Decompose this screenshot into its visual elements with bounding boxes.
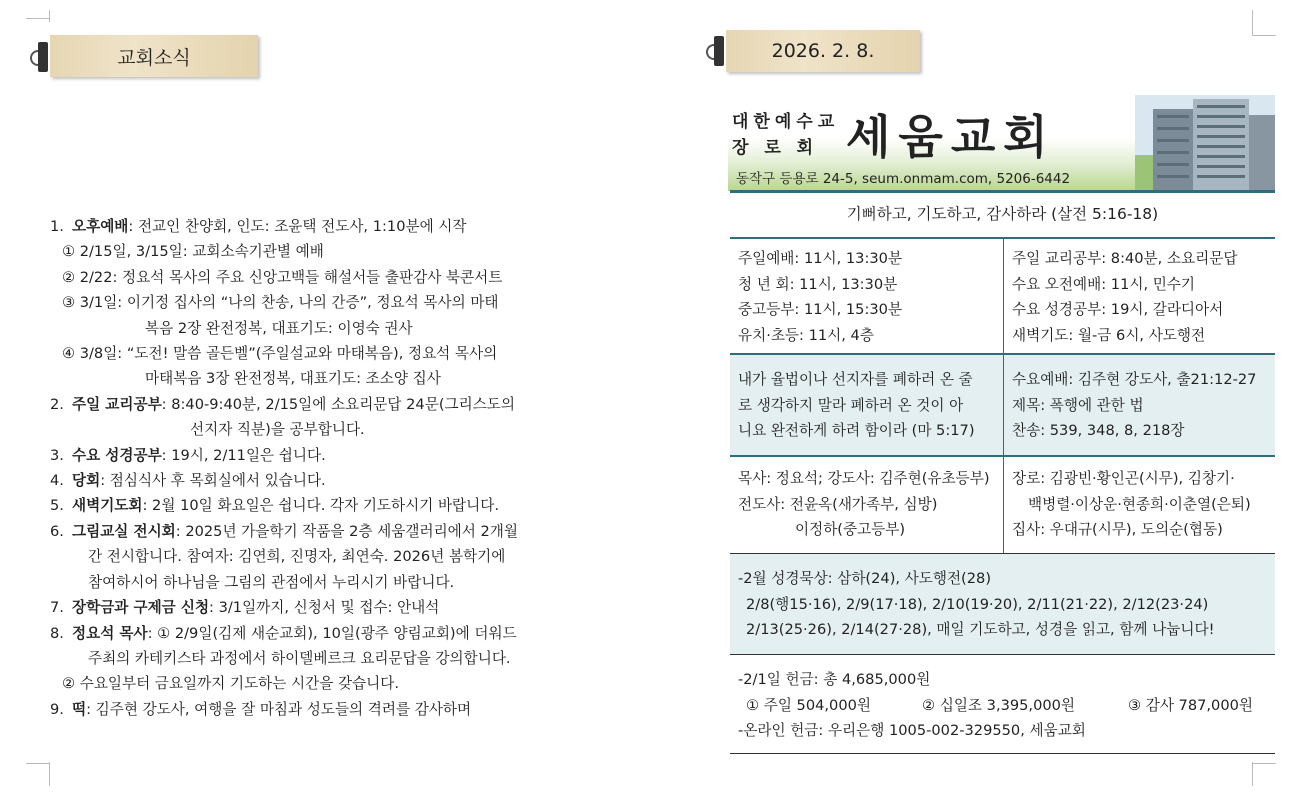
sermon-line: 찬송: 539, 348, 8, 218장 xyxy=(1012,422,1185,439)
verse-line: 로 생각하지 말라 폐하러 온 것이 아 xyxy=(738,396,964,414)
offering-item: ② 십일조 3,395,000원 xyxy=(922,696,1076,714)
sermon-info xyxy=(1012,367,1256,444)
denomination-line: 장 로 회 xyxy=(732,138,819,158)
news-continuation: 마태복음 3장 완전정복, 대표기도: 조소양 집사 xyxy=(145,370,441,388)
news-continuation: 복음 2장 완전정복, 대표기도: 이영숙 권사 xyxy=(145,319,413,337)
item-number: 1. xyxy=(50,218,64,235)
item-text: : 전교인 찬양회, 인도: 조윤택 전도사, 1:10분에 시작 xyxy=(128,218,467,235)
item-text: : 2월 10일 화요일은 쉽니다. 각자 기도하시기 바랍니다. xyxy=(142,497,499,515)
schedule-item: 청 년 회: 11시, 13:30분 xyxy=(738,275,898,293)
section-tag xyxy=(50,35,258,77)
item-number: 3. xyxy=(50,446,64,464)
section-tag-title: 교회소식 xyxy=(117,46,191,69)
news-item xyxy=(50,214,580,239)
item-heading: 오후예배 xyxy=(72,218,129,235)
item-text: : 3/1일까지, 신청서 및 접수: 안내석 xyxy=(209,599,440,617)
staff-right xyxy=(1012,466,1251,543)
reading-plan-box xyxy=(730,554,1275,654)
staff-line: 목사: 정요석; 강도사: 김주현(유초등부) xyxy=(738,470,990,487)
schedule-right xyxy=(1012,246,1237,348)
divider xyxy=(1003,457,1004,554)
offering-items xyxy=(738,693,1268,719)
item-number: 7. xyxy=(50,599,64,617)
news-item xyxy=(50,493,580,518)
crop-mark xyxy=(1252,762,1253,786)
schedule-item: 수요 오전예배: 11시, 민수기 xyxy=(1012,275,1196,293)
staff-line: 집사: 우대규(시무), 도의순(협동) xyxy=(1012,521,1223,538)
news-continuation: 선지자 직분)을 공부합니다. xyxy=(190,421,365,439)
news-item xyxy=(50,468,580,493)
church-news-list xyxy=(50,214,580,722)
offering-item: ③ 감사 787,000원 xyxy=(1128,696,1254,714)
schedule-item: 주일 교리공부: 8:40분, 소요리문답 xyxy=(1012,250,1238,267)
staff-line: 백병렬·이상운·현종희·이춘열(은퇴) xyxy=(1028,495,1251,513)
item-number: 4. xyxy=(50,472,64,490)
divider xyxy=(730,190,1275,193)
crop-mark xyxy=(49,762,50,786)
denomination-line: 대한예수교 xyxy=(732,112,840,132)
schedule-item: 중고등부: 11시, 15:30분 xyxy=(738,301,903,318)
news-subitem: ④ 3/8일: “도전! 말씀 골든벨”(주일설교와 마태복음), 정요석 목사의 xyxy=(62,345,498,363)
schedule-item: 수요 성경공부: 19시, 갈라디아서 xyxy=(1012,301,1224,318)
item-heading: 당회 xyxy=(72,472,101,490)
item-text: : 8:40-9:40분, 2/15일에 소요리문답 24문(그리스도의 xyxy=(161,395,515,413)
divider xyxy=(1003,239,1004,353)
item-text: : 김주현 강도사, 여행을 잘 마침과 성도들의 격려를 감사하며 xyxy=(86,700,472,718)
verse-line: 내가 율법이나 선지자를 폐하러 온 줄 xyxy=(738,371,973,388)
news-subitem: ① 2/15일, 3/15일: 교회소속기관별 예배 xyxy=(62,243,324,261)
denomination xyxy=(732,109,839,161)
staff-line: 전도사: 전윤옥(새가족부, 심방) xyxy=(738,495,938,513)
item-heading: 떡 xyxy=(72,700,87,718)
offering-title: -2/1일 헌금: 총 4,685,000원 xyxy=(738,671,931,688)
item-text: : 19시, 2/11일은 쉽니다. xyxy=(161,446,326,464)
reading-line: 2/13(25·26), 2/14(27·28), 매일 기도하고, 성경을 읽고, 함께 나눕니다! xyxy=(746,621,1215,638)
church-building-image xyxy=(1135,95,1275,191)
church-name: 세움교회 xyxy=(846,110,1056,164)
reading-line: 2/8(행15·16), 2/9(17·18), 2/10(19·20), 2/11(21·22), 2/12(23·24) xyxy=(746,595,1209,613)
crop-mark xyxy=(1252,35,1276,36)
schedule-item: 새벽기도: 월-금 6시, 사도행전 xyxy=(1012,326,1206,344)
offering-info xyxy=(738,667,1268,744)
news-continuation: 참여하시어 하나님을 그림의 관점에서 누리시기 바랍니다. xyxy=(88,573,455,591)
item-heading: 정요석 목사 xyxy=(72,624,148,642)
staff-left xyxy=(738,466,990,543)
divider xyxy=(730,753,1275,754)
item-text: : 2025년 가을학기 작품을 2층 세움갤러리에서 2개월 xyxy=(175,522,518,540)
schedule-item: 주일예배: 11시, 13:30분 xyxy=(738,250,903,267)
schedule-item: 유치·초등: 11시, 4층 xyxy=(738,326,874,344)
bible-verse xyxy=(738,367,975,444)
news-item xyxy=(50,392,580,417)
item-text: : ① 2/9일(김제 새순교회), 10일(광주 양림교회)에 더워드 xyxy=(147,624,517,642)
crop-mark xyxy=(1252,10,1253,36)
item-heading: 주일 교리공부 xyxy=(72,395,162,413)
crop-mark xyxy=(49,10,50,22)
church-header-banner xyxy=(728,95,1275,191)
crop-mark xyxy=(26,18,50,19)
reading-line: -2월 성경묵상: 삼하(24), 사도행전(28) xyxy=(738,570,992,587)
item-number: 9. xyxy=(50,700,64,718)
news-item xyxy=(50,621,580,646)
news-item xyxy=(50,519,580,544)
news-subitem: ② 수요일부터 금요일까지 기도하는 시간을 갖습니다. xyxy=(62,675,399,693)
item-heading: 그림교실 전시회 xyxy=(72,522,176,540)
crop-mark xyxy=(1252,763,1276,764)
divider xyxy=(730,654,1275,655)
online-offering: -온라인 헌금: 우리은행 1005-002-329550, 세움교회 xyxy=(738,722,1086,739)
bulletin-date: 2026. 2. 8. xyxy=(771,40,875,62)
item-number: 5. xyxy=(50,497,64,515)
motto: 기뻐하고, 기도하고, 감사하라 (살전 5:16-18) xyxy=(846,205,1159,223)
news-continuation: 주최의 카테키스타 과정에서 하이델베르크 요리문답을 강의합니다. xyxy=(88,649,511,667)
offering-item: ① 주일 504,000원 xyxy=(746,696,872,714)
item-heading: 새벽기도회 xyxy=(72,497,143,515)
divider xyxy=(1003,355,1004,455)
sermon-line: 수요예배: 김주현 강도사, 출21:12-27 xyxy=(1012,371,1257,388)
staff-line: 이정하(중고등부) xyxy=(795,521,906,538)
item-heading: 수요 성경공부 xyxy=(72,446,162,464)
item-number: 8. xyxy=(50,624,64,642)
verse-line: 니요 완전하게 하려 함이라 (마 5:17) xyxy=(738,422,975,439)
staff-line: 장로: 김광빈·황인곤(시무), 김창기· xyxy=(1012,470,1235,487)
news-subitem: ② 2/22: 정요석 목사의 주요 신앙고백들 해설서들 출판감사 북콘서트 xyxy=(62,268,503,286)
news-item xyxy=(50,697,580,722)
church-address: 동작구 등용로 24-5, seum.onmam.com, 5206-6442 xyxy=(736,171,1071,187)
item-number: 2. xyxy=(50,395,64,413)
offering-box xyxy=(730,667,1275,751)
item-number: 6. xyxy=(50,522,64,540)
news-item xyxy=(50,595,580,620)
sermon-line: 제목: 폭행에 관한 법 xyxy=(1012,396,1144,414)
reading-plan xyxy=(738,566,1214,643)
item-text: : 점심식사 후 목회실에서 있습니다. xyxy=(100,472,326,490)
item-heading: 장학금과 구제금 신청 xyxy=(72,599,210,617)
news-continuation: 간 전시합니다. 참여자: 김연희, 진명자, 최연숙. 2026년 봄학기에 xyxy=(88,548,506,566)
crop-mark xyxy=(26,763,50,764)
schedule-left xyxy=(738,246,902,348)
date-tag xyxy=(726,30,920,72)
news-item xyxy=(50,443,580,468)
news-subitem: ③ 3/1일: 이기정 집사의 “나의 찬송, 나의 간증”, 정요석 목사의 마태 xyxy=(62,294,499,312)
motto-box xyxy=(730,202,1275,228)
